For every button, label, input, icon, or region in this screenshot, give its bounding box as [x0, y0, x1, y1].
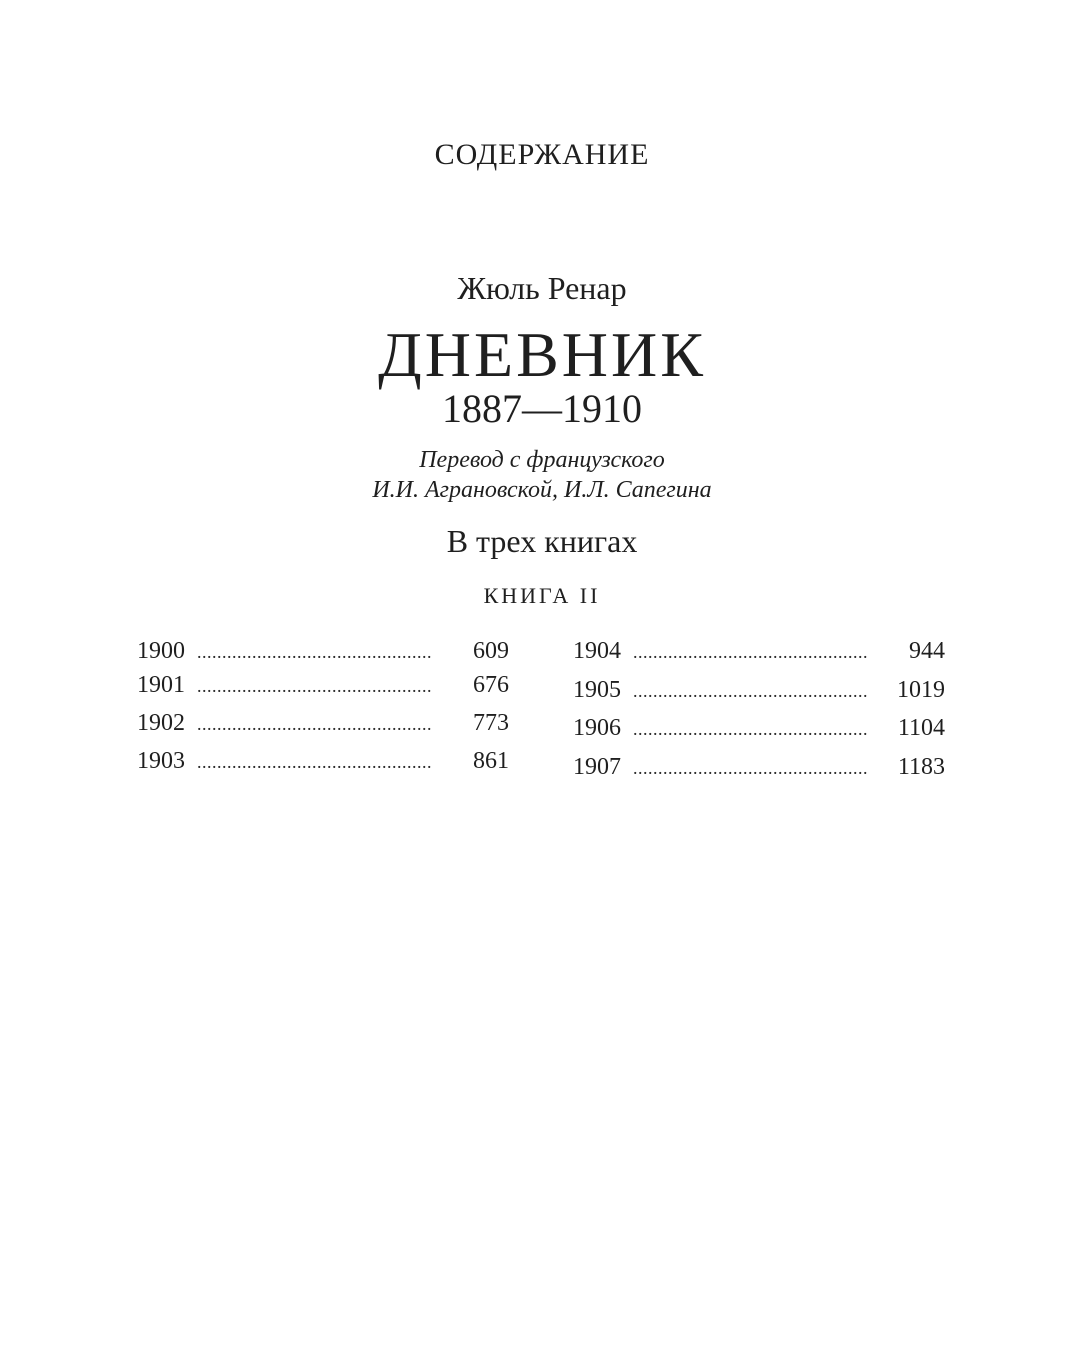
toc-entry-year: 1906	[573, 715, 621, 741]
toc-entry-year: 1901	[137, 672, 185, 698]
toc-entry-page: 861	[473, 748, 509, 774]
toc-dot-leader	[197, 707, 433, 741]
toc-entry[interactable]	[137, 706, 509, 744]
toc-entry-page: 773	[473, 710, 509, 736]
toc-dot-leader	[633, 635, 869, 669]
contents-heading: СОДЕРЖАНИЕ	[434, 138, 650, 171]
toc-dot-leader	[197, 635, 433, 669]
toc-entry[interactable]	[573, 634, 945, 673]
toc-entry-year: 1907	[573, 753, 621, 780]
toc-dot-leader	[197, 745, 433, 779]
toc-entry[interactable]	[573, 673, 945, 712]
toc-entry[interactable]	[137, 744, 509, 778]
toc-entry-page: 609	[473, 638, 509, 664]
toc-column-right	[573, 634, 945, 788]
toc-dot-leader	[197, 669, 433, 703]
toc-column-left	[137, 634, 509, 778]
book-number-label: КНИГА II	[483, 583, 601, 608]
toc-entry-year: 1902	[137, 710, 185, 736]
toc-entry[interactable]	[137, 634, 509, 668]
book-title: ДНЕВНИК	[378, 319, 706, 390]
toc-entry-page: 1183	[897, 753, 945, 780]
author-name: Жюль Ренар	[457, 270, 627, 306]
toc-entry-year: 1904	[573, 638, 621, 664]
toc-entry[interactable]	[137, 668, 509, 706]
toc-dot-leader	[633, 751, 869, 785]
volumes-note: В трех книгах	[446, 523, 638, 559]
toc-entry-page: 1019	[897, 676, 945, 703]
toc-entry-year: 1905	[573, 676, 621, 703]
translation-line-1: Перевод с французского	[419, 447, 665, 473]
toc-entry[interactable]	[573, 750, 945, 789]
toc-dot-leader	[633, 674, 869, 708]
book-years: 1887—1910	[442, 386, 642, 431]
toc-entry-page: 676	[473, 672, 509, 698]
toc-entry[interactable]	[573, 711, 945, 750]
toc-dot-leader	[633, 712, 869, 746]
translation-line-2: И.И. Аграновской, И.Л. Сапегина	[372, 477, 712, 503]
toc-entry-year: 1900	[137, 638, 185, 664]
toc-entry-year: 1903	[137, 748, 185, 774]
toc-entry-page: 1104	[897, 715, 945, 741]
toc-entry-page: 944	[909, 638, 945, 664]
